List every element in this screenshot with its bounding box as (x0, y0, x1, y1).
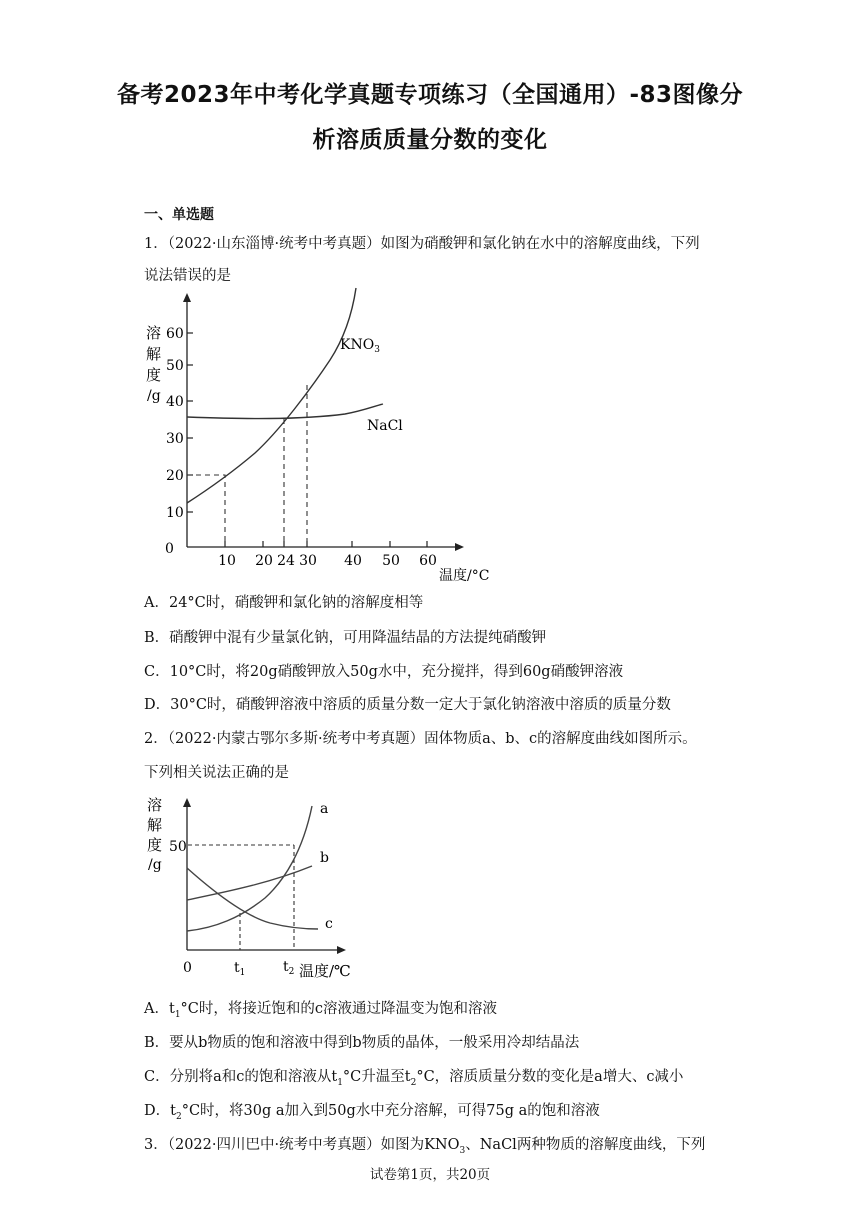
section-heading: 一、单选题 (144, 207, 214, 223)
q2-curve-c (187, 868, 318, 929)
doc-title-line2: 析溶质质量分数的变化 (312, 127, 548, 153)
q1-nacl-curve (187, 404, 383, 419)
q1-xtick-40: 40 (344, 553, 362, 569)
q1-option-b: B．硝酸钾中混有少量氯化钠，可用降温结晶的方法提纯硝酸钾 (144, 630, 547, 646)
q2-t1-label: $t_1$ (234, 960, 246, 978)
q1-xtick-10: 10 (218, 553, 236, 569)
q1-stem-line1: 1．（2022·山东淄博·统考中考真题）如图为硝酸钾和氯化钠在水中的溶解度曲线，下列 (144, 236, 700, 252)
q1-kno3-curve (187, 288, 356, 503)
q2-ylabel-0: 溶 (147, 796, 163, 814)
q2-label-b: b (320, 850, 329, 866)
q2-label-c: c (325, 916, 333, 932)
q1-xtick-60: 60 (419, 553, 437, 569)
q1-ytick-50: 50 (166, 358, 184, 374)
q1-xtick-50: 50 (382, 553, 400, 569)
q2-label-a: a (320, 801, 329, 817)
q1-ytick-20: 20 (166, 468, 184, 484)
q1-ytick-60: 60 (166, 326, 184, 342)
q1-ylabel-0: 溶 (146, 324, 162, 342)
q2-option-d: D．$t_2^\circ C$时，将30g a加入到50g水中充分溶解，可得75g a的饱和溶液 (144, 1103, 600, 1122)
q2-stem-line1: 2．（2022·内蒙古鄂尔多斯·统考中考真题）固体物质a、b、c的溶解度曲线如图所示。 (144, 731, 697, 747)
q1-xlabel: 温度/°C (439, 568, 490, 584)
q1-xtick-20: 20 (255, 553, 273, 569)
q2-curve-b (187, 866, 312, 900)
q1-option-a: A．24°C时，硝酸钾和氯化钠的溶解度相等 (144, 595, 424, 611)
q1-solubility-chart (0, 285, 860, 585)
q1-nacl-label: NaCl (367, 418, 403, 434)
q2-ylabel-3: /g (148, 857, 162, 873)
page-footer: 试卷第1页，共20页 (369, 1167, 491, 1183)
q2-t2-label: $t_2$ (283, 959, 295, 977)
q2-solubility-chart (0, 788, 860, 988)
q1-stem-line2: 说法错误的是 (144, 268, 231, 284)
q2-option-b: B．要从b物质的饱和溶液中得到b物质的晶体，一般采用冷却结晶法 (144, 1035, 580, 1051)
q2-ylabel-2: 度 (147, 836, 163, 854)
doc-title-line1: 备考2023年中考化学真题专项练习（全国通用）-83图像分 (116, 82, 744, 108)
q1-kno3-label: $KNO_3$ (340, 337, 380, 355)
q1-xtick-30: 30 (299, 553, 317, 569)
q2-ytick-50: 50 (169, 839, 187, 855)
q1-option-d: D．30°C时，硝酸钾溶液中溶质的质量分数一定大于氯化钠溶液中溶质的质量分数 (144, 697, 671, 713)
q2-ylabel-1: 解 (147, 816, 163, 834)
q1-ylabel-3: /g (147, 388, 161, 404)
q1-ytick-10: 10 (166, 505, 184, 521)
q2-option-c: C．分别将a和c的饱和溶液从$t_1^\circ C$升温至$t_2^\circ C$，溶质质量分数的变化是a增大、c减小 (144, 1069, 684, 1088)
q3-stem-line1: 3．（2022·四川巴中·统考中考真题）如图为$KNO_3$、NaCl两种物质的溶解度曲线，下列 (144, 1137, 706, 1156)
q2-curve-a (187, 806, 312, 931)
q2-origin: 0 (183, 960, 192, 976)
q1-xtick-24: 24 (277, 553, 295, 569)
q1-ytick-40: 40 (166, 394, 184, 410)
q1-ylabel-1: 解 (146, 345, 162, 363)
q1-ylabel-2: 度 (146, 366, 162, 384)
q1-option-c: C．10°C时，将20g硝酸钾放入50g水中，充分搅拌，得到60g硝酸钾溶液 (144, 664, 624, 680)
q1-ytick-30: 30 (166, 431, 184, 447)
q2-xlabel: 温度/℃ (299, 962, 351, 980)
q2-stem-line2: 下列相关说法正确的是 (144, 765, 289, 781)
q1-ytick-0: 0 (165, 541, 174, 557)
q2-option-a: A．$t_1^\circ C$时，将接近饱和的c溶液通过降温变为饱和溶液 (144, 1001, 498, 1020)
